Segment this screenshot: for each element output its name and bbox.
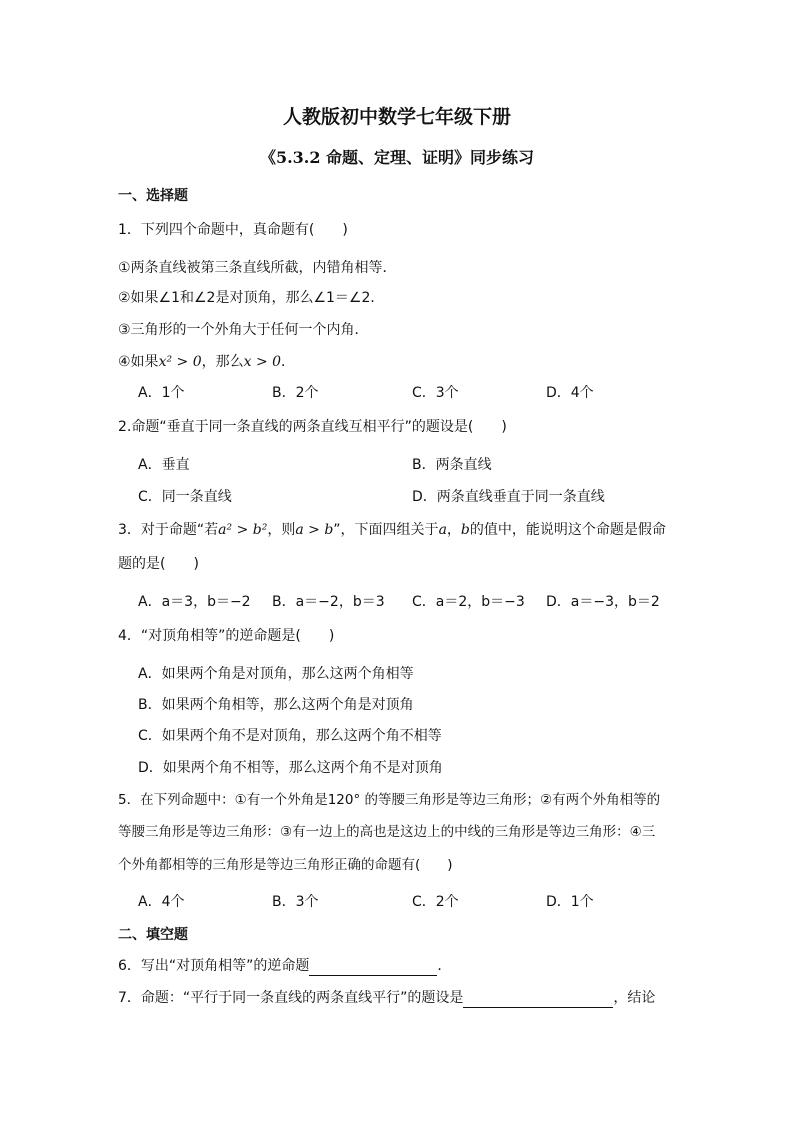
question-4-option-b: B．如果两个角相等，那么这两个角是对顶角 [138,697,414,713]
question-7-stem: 7．命题：“平行于同一条直线的两条直线平行”的题设是 ，结论 [118,990,656,1006]
question-4-stem: 4．“对顶角相等”的逆命题是( ) [118,628,335,644]
question-1-option-c: C．3个 [412,385,459,401]
document-title: 人教版初中数学七年级下册 [282,106,511,128]
question-1-statement-1: ①两条直线被第三条直线所截，内错角相等． [118,260,397,276]
question-5-option-d: D．1个 [546,894,594,910]
answer-blank[interactable] [463,992,613,1008]
question-1-option-a: A．1个 [138,385,185,401]
answer-blank[interactable] [309,960,437,976]
question-1-option-d: D．4个 [546,385,594,401]
question-5-stem-line-3: 个外角都相等的三角形是等边三角形正确的命题有( ) [118,857,453,873]
question-3-stem-line-1: 3．对于命题“若a² > b²，则a > b”，下面四组关于a，b的值中，能说明这个命题是假命 [118,522,666,538]
question-1-statement-4: ④如果x² > 0，那么x > 0． [118,354,296,370]
question-3-option-a: A．a＝3，b＝−2 [138,594,251,610]
question-1-statement-2: ②如果∠1和∠2是对顶角，那么∠1＝∠2． [118,290,385,306]
question-3-stem-line-2: 题的是( ) [118,556,199,572]
question-3-option-b: B．a＝−2，b＝3 [272,594,385,610]
question-5-stem-line-2: 等腰三角形是等边三角形：③有一边上的高也是这边上的中线的三角形是等边三角形：④三 [118,824,656,840]
question-1-stem: 1．下列四个命题中，真命题有( ) [118,222,348,238]
question-4-option-a: A．如果两个角是对顶角，那么这两个角相等 [138,666,414,682]
question-4-option-d: D．如果两个角不相等，那么这两个角不是对顶角 [138,760,443,776]
question-5-option-c: C．2个 [412,894,459,910]
question-1-option-b: B．2个 [272,385,319,401]
question-5-option-a: A．4个 [138,894,185,910]
question-2-option-c: C．同一条直线 [138,489,232,505]
question-3-option-d: D．a＝−3，b＝2 [546,594,660,610]
section-heading-choice: 一、选择题 [118,188,188,204]
section-heading-fill: 二、填空题 [118,927,188,943]
document-subtitle: 《5.3.2 命题、定理、证明》同步练习 [259,148,535,167]
question-2-option-b: B．两条直线 [412,457,492,473]
question-2-option-a: A．垂直 [138,457,190,473]
question-5-option-b: B．3个 [272,894,319,910]
question-6-stem: 6．写出“对顶角相等”的逆命题 ． [118,958,452,974]
question-3-option-c: C．a＝2，b＝−3 [412,594,525,610]
question-2-stem: 2.命题“垂直于同一条直线的两条直线互相平行”的题设是( ) [118,419,507,435]
question-1-statement-3: ③三角形的一个外角大于任何一个内角． [118,322,369,338]
question-5-stem-line-1: 5．在下列命题中：①有一个外角是120° 的等腰三角形是等边三角形；②有两个外角相等的 [118,792,661,808]
question-2-option-d: D．两条直线垂直于同一条直线 [412,489,605,505]
question-4-option-c: C．如果两个角不是对顶角，那么这两个角不相等 [138,728,442,744]
